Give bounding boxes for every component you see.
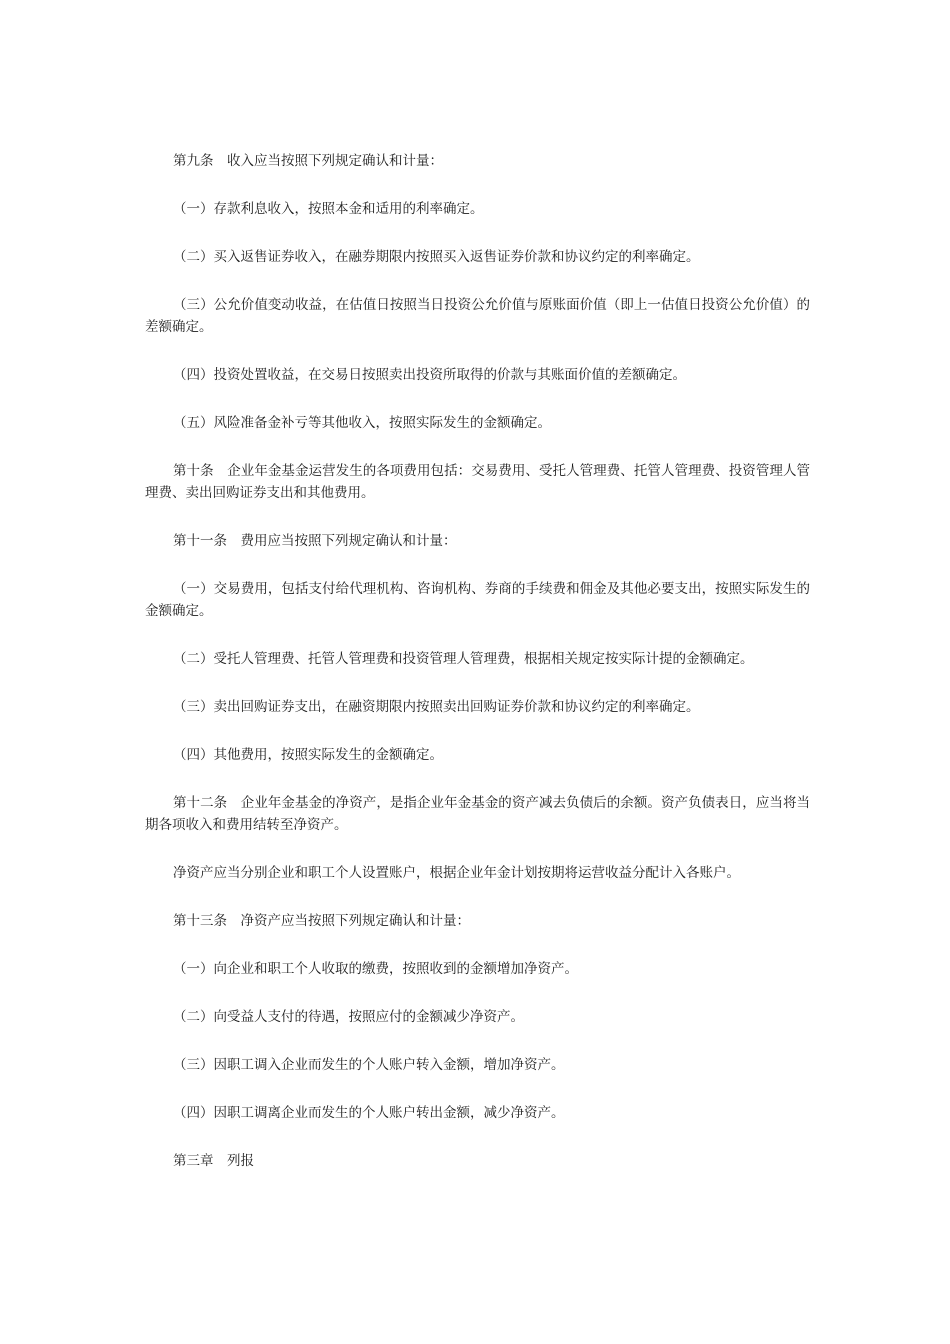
paragraph-article-11-item-2: （二）受托人管理费、托管人管理费和投资管理人管理费，根据相关规定按实际计提的金额确定。 (173, 651, 754, 667)
paragraph-article-11-item-4: （四）其他费用，按照实际发生的金额确定。 (173, 747, 443, 763)
paragraph-article-13-item-3: （三）因职工调入企业而发生的个人账户转入金额，增加净资产。 (173, 1057, 565, 1073)
paragraph-article-9-item-3: （三）公允价值变动收益，在估值日按照当日投资公允价值与原账面价值（即上一估值日投资公允价值）的差额确定。 (145, 297, 810, 335)
paragraph-article-9-item-4: （四）投资处置收益，在交易日按照卖出投资所取得的价款与其账面价值的差额确定。 (173, 367, 686, 383)
paragraph-article-13: 第十三条 净资产应当按照下列规定确认和计量： (173, 913, 470, 929)
paragraph-article-9: 第九条 收入应当按照下列规定确认和计量： (173, 153, 443, 169)
paragraph-article-12: 第十二条 企业年金基金的净资产，是指企业年金基金的资产减去负债后的余额。资产负债表日，应当将当期各项收入和费用结转至净资产。 (145, 795, 810, 833)
paragraph-article-11-item-3: （三）卖出回购证券支出，在融资期限内按照卖出回购证券价款和协议约定的利率确定。 (173, 699, 700, 715)
paragraph-article-13-item-4: （四）因职工调离企业而发生的个人账户转出金额，减少净资产。 (173, 1105, 565, 1121)
paragraph-article-12-accounts: 净资产应当分别企业和职工个人设置账户，根据企业年金计划按期将运营收益分配计入各账户。 (173, 865, 740, 881)
paragraph-article-13-item-2: （二）向受益人支付的待遇，按照应付的金额减少净资产。 (173, 1009, 524, 1025)
paragraph-article-9-item-1: （一）存款利息收入，按照本金和适用的利率确定。 (173, 201, 484, 217)
paragraph-article-10: 第十条 企业年金基金运营发生的各项费用包括：交易费用、受托人管理费、托管人管理费、投资管理人管理费、卖出回购证券支出和其他费用。 (145, 463, 810, 501)
paragraph-article-9-item-2: （二）买入返售证券收入，在融券期限内按照买入返售证券价款和协议约定的利率确定。 (173, 249, 700, 265)
chapter-3-heading: 第三章 列报 (173, 1153, 254, 1169)
paragraph-article-11-item-1: （一）交易费用，包括支付给代理机构、咨询机构、券商的手续费和佣金及其他必要支出，按照实际发生的金额确定。 (145, 581, 810, 619)
paragraph-article-11: 第十一条 费用应当按照下列规定确认和计量： (173, 533, 457, 549)
paragraph-article-9-item-5: （五）风险准备金补亏等其他收入，按照实际发生的金额确定。 (173, 415, 551, 431)
document-page (145, 150, 810, 1198)
paragraph-article-13-item-1: （一）向企业和职工个人收取的缴费，按照收到的金额增加净资产。 (173, 961, 578, 977)
